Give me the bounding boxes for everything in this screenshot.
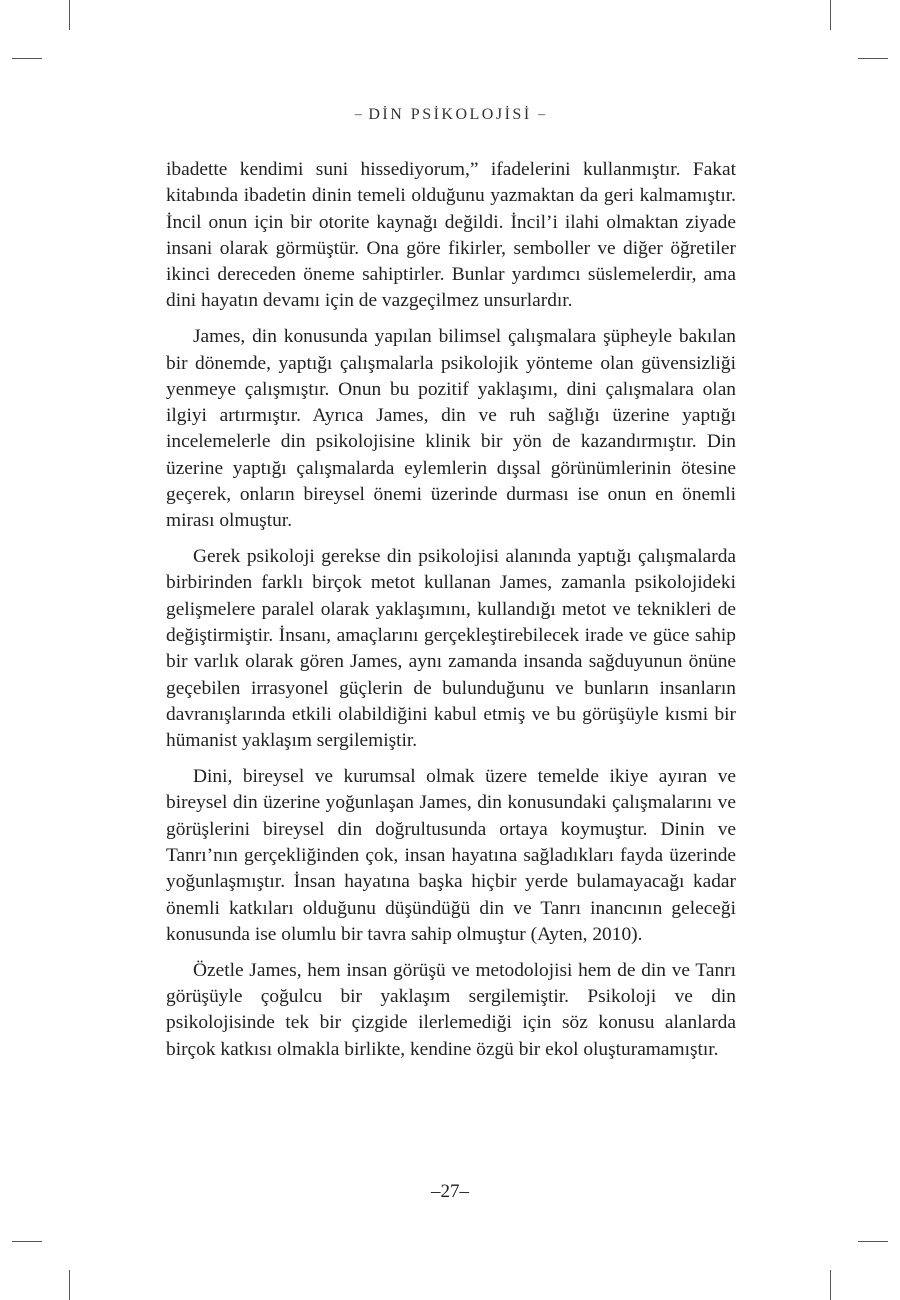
- header-dash-left: –: [354, 107, 362, 122]
- page-number: –27–: [431, 1181, 469, 1202]
- paragraph-2: James, din konusunda yapılan bilimsel çalışmalara şüpheyle bakılan bir dönemde, yaptığı çalışmalarla psikolojik yönteme olan güvensizliği yenmeye çalışmıştır. Onun bu pozitif yaklaşımı, dini çalışmalara olan ilgiyi artırmıştır. Ayrıca James, din ve ruh sağlığı üzerine yaptığı incelemelerle din psikolojisine klinik bir yön de kazandırmıştır. Din üzerine yaptığı çalışmalarda eylemlerin dışsal görünümlerinin ötesine geçerek, onların bireysel önemi üzerinde durması ise onun en önemli mirası olmuştur.: [166, 326, 736, 532]
- crop-mark-bottom-left: [69, 1270, 70, 1300]
- paragraph-3: Gerek psikoloji gerekse din psikolojisi alanında yaptığı çalışmalarda birbirinden farklı birçok metot kullanan James, zamanla psikolojideki gelişmelere paralel olarak yaklaşımını, kullandığı metot ve teknikleri de değiştirmiştir. İnsanı, amaçlarını gerçekleştirebilecek irade ve güce sahip bir varlık olarak gören James, aynı zamanda insanda sağduyunun önüne geçebilen irrasyonel güçlerin de bulunduğunu ve bunların insanların davranışlarında etkili olabildiğini kabul etmiş ve bu görüşüyle kısmi bir hümanist yaklaşım sergilemiştir.: [166, 546, 736, 752]
- paragraph-5: Özetle James, hem insan görüşü ve metodolojisi hem de din ve Tanrı görüşüyle çoğulcu bir yaklaşım sergilemiştir. Psikoloji ve din psikolojisinde tek bir çizgide ilerlemediği için söz konusu alanlarda birçok katkısı olmakla birlikte, kendine özgü bir ekol oluşturamamıştır.: [166, 959, 736, 1060]
- running-header: [0, 106, 900, 124]
- crop-mark-bottom-right: [830, 1270, 831, 1300]
- crop-mark-top-left: [69, 0, 70, 30]
- crop-mark-right-lower: [858, 1241, 888, 1242]
- crop-mark-left-upper: [12, 58, 42, 59]
- crop-mark-left-lower: [12, 1241, 42, 1242]
- header-dash-right: –: [538, 107, 546, 122]
- crop-mark-right-upper: [858, 58, 888, 59]
- crop-mark-top-right: [830, 0, 831, 30]
- header-title: DİN PSİKOLOJİSİ: [368, 106, 532, 123]
- paragraph-1: ibadette kendimi suni hissediyorum,” ifadelerini kullanmıştır. Fakat kitabında ibadetin dinin temeli olduğunu yazmaktan da geri kalmamıştır. İncil onun için bir otorite kaynağı değildi. İncil’i ilahi olmaktan ziyade insani olarak görmüştür. Ona göre fikirler, semboller ve diğer öğretiler ikinci dereceden öneme sahiptirler. Bunlar yardımcı süslemelerdir, ama dini hayatın devamı için de vazgeçilmez unsurlardır.: [166, 159, 736, 312]
- body-text: [166, 157, 736, 1072]
- paragraph-4: Dini, bireysel ve kurumsal olmak üzere temelde ikiye ayıran ve bireysel din üzerine yoğunlaşan James, din konusundaki çalışmalarını ve görüşlerini bireysel din doğrultusunda ortaya koymuştur. Dinin ve Tanrı’nın gerçekliğinden çok, insan hayatına sağladıkları fayda üzerinde yoğunlaşmıştır. İnsan hayatına başka hiçbir yerde bulamayacağı kadar önemli katkıları olduğunu düşündüğü din ve Tanrı inancının geleceği konusunda ise olumlu bir tavra sahip olmuştur (Ayten, 2010).: [166, 766, 736, 945]
